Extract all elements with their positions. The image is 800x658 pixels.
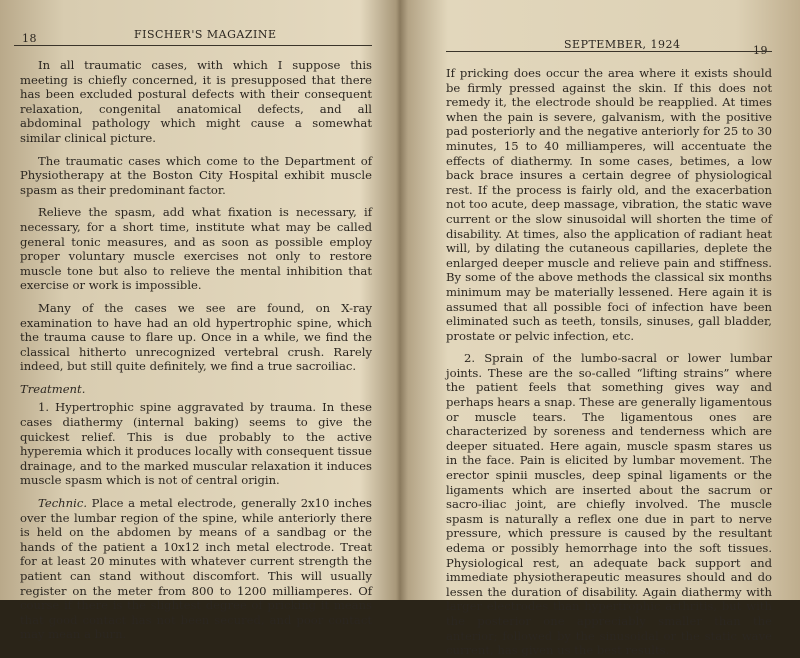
paragraph: Many of the cases we see are found, on X-ray examination to have had an old hypertrophic spine, which the trauma cause to flare up. Once in a while, we find the classical hitherto unrecognized vertebral crush. Rarely indeed, but still quite definitely, we find a true sacroiliac. [20,300,372,374]
header-rule [14,45,372,46]
paragraph: 1. Hypertrophic spine aggravated by trauma. In these cases diathermy (internal baking) seems to give the quickest relief. This is due probably to the active hyperemia which it produces locally with consequent tissue drainage, and to the marked muscular relaxation it induces muscle spasm which is not of central origin. [20,400,372,488]
paragraph: 2. Sprain of the lumbo-sacral or lower lumbar joints. These are the so-called “lifting strains” where the patient feels that something gives way and perhaps hears a snap. These are generally ligamentous or muscle tears. The ligamentous ones are characterized by soreness and tenderness which are deeper situated. Here again, muscle spasm stares us in the face. Pain is elicited by lumbar movement. The erector spinii muscles, deep spinal ligaments or the ligaments which are inserted about the sacrum or sacro-iliac joint, are chiefly involved. The muscle spasm is naturally a reflex one due in part to nerve pressure, which pressure is caused by the resultant edema or possibly hemorrhage into the soft tissues. Physiological rest, an adequate back support and immediate physiotherapeutic measures should and do lessen the duration of disability. Again diathermy with larger electrodes than hypertrophic arthritis, but with the posterior one appreciably smaller than the anterior; followed by the sinusoidal or the static wave current, has given us the best results. [446,351,772,658]
paragraph: If pricking does occur the area where it exists should be firmly pressed against the skin. If this does not remedy it, the electrode should be reapplied. At times when the pain is severe, galvanism, with the positive pad posteriorly and the negative anteriorly for 25 to 30 minutes, 15 to 40 milliamperes, will accentuate the effects of diathermy. In some cases, betimes, a low back brace insures a certain degree of physiological rest. If the process is fairly old, and the exacerbation not too acute, deep massage, vibration, the static wave current or the slow sinusoidal will shorten the time of disability. At times, also the application of radiant heat will, by dilating the cutaneous capillaries, deplete the enlarged deeper muscle and relieve pain and stiffness. By some of the above methods the classical six months minimum may be materially lessened. Here again it is assumed that all possible foci of infection have been eliminated such as teeth, tonsils, sinuses, gall bladder, prostate or pelvic infection, etc. [446,66,772,343]
running-title: FISCHER'S MAGAZINE [134,28,277,41]
section-heading: Treatment. [20,381,86,396]
technic-text: Place a metal electrode, generally 2x10 inches over the lumbar region of the spine, while anteriorly there is held on the abdomen by means of a sandbag or the hands of the patient a 10x12 inch metal electrode. Treat for at least 20 minutes with whatever current strength the patient can stand without discomfort. This will usually register on the meter from 800 to 1200 milliamperes. Of course if there is the slightest degree of pricking it means that good contact has not been secured, and poor contact may mean a burn. [20,496,372,642]
left-page-header [14,28,372,46]
right-page [402,0,800,658]
left-page-body [14,58,372,642]
left-page [0,0,398,642]
right-page-body [446,66,772,658]
technic-paragraph [14,496,372,642]
paragraph: Relieve the spasm, add what fixation is necessary, if necessary, for a short time, institute what may be called general tonic measures, and as soon as possible employ proper voluntary muscle exercises not only to restore muscle tone but also to relieve the mental inhibition that exercise or work is impossible. [20,205,372,293]
page-number: 19 [753,44,768,57]
technic-lead: Technic. [38,496,88,511]
paragraph: The traumatic cases which come to the Department of Physiotherapy at the Boston City Hospital exhibit muscle spasm as their predominant factor. [20,153,372,197]
header-rule [446,51,772,52]
page-number: 18 [22,32,37,45]
right-page-header [446,34,772,57]
running-date: SEPTEMBER, 1924 [564,38,681,51]
paragraph: In all traumatic cases, with which I suppose this meeting is chiefly concerned, it is presupposed that there has been excluded postural defects with their consequent relaxation, congenital anatomical defects, and all abdominal pathology which might cause a somewhat similar clinical picture. [20,58,372,145]
